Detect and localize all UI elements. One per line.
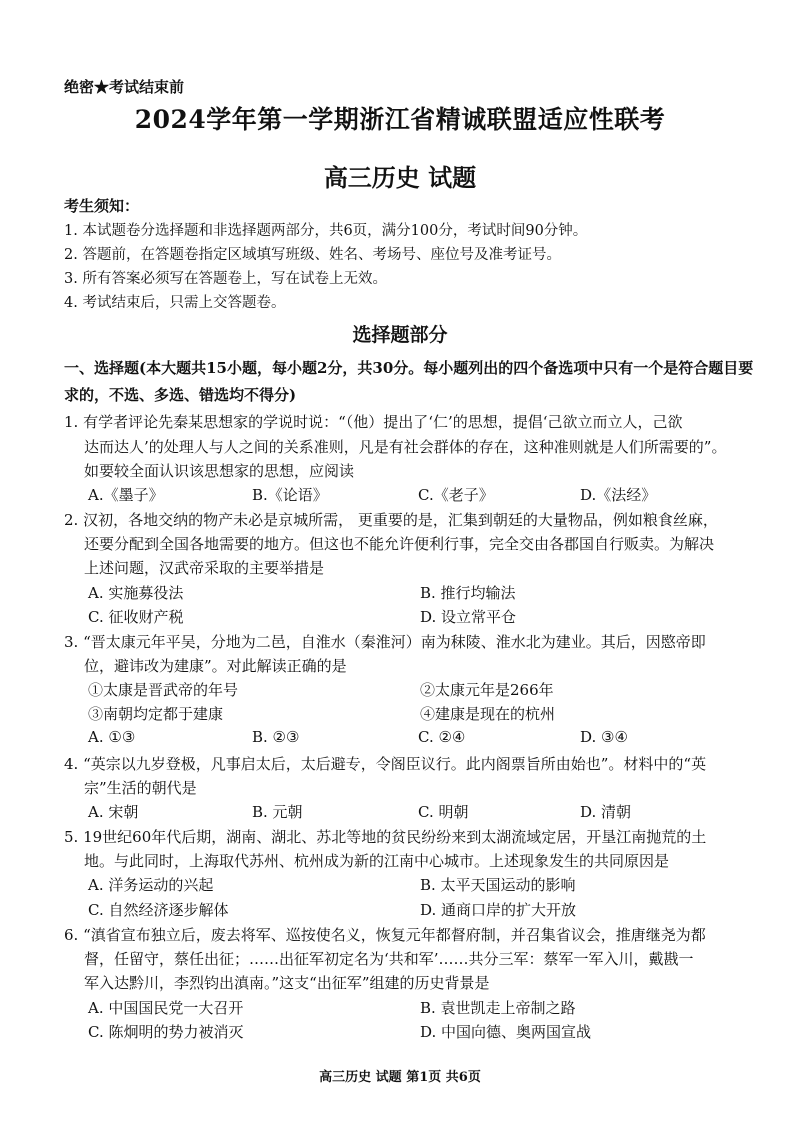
question-3-statement: ①太康是晋武帝的年号 <box>88 681 239 699</box>
question-4-option-b: B. 元朝 <box>252 803 303 821</box>
question-4-line: 宗”生活的朝代是 <box>84 779 197 797</box>
question-1-option-d: D.《法经》 <box>580 486 657 504</box>
question-3-line: 3. “晋太康元年平吴，分地为二邑，自淮水（秦淮河）南为秣陵、淮水北为建业。其后，因愍帝即 <box>64 633 706 651</box>
exam-title: 2024学年第一学期浙江省精诚联盟适应性联考 <box>134 105 666 134</box>
question-6-line: 6. “滇省宣布独立后，废去将军、巡按使名义，恢复元年都督府制，并召集省议会，推唐继尧为都 <box>64 926 706 944</box>
question-5-option-c: C. 自然经济逐步解体 <box>88 901 229 919</box>
question-2-option-c: C. 征收财产税 <box>88 608 184 626</box>
page-footer: 高三历史 试题 第1页 共6页 <box>319 1070 481 1085</box>
question-6-option-d: D. 中国向德、奥两国宣战 <box>420 1023 592 1041</box>
question-1-line: 如要较全面认识该思想家的思想，应阅读 <box>84 462 355 480</box>
question-3-option-b: B. ②③ <box>252 728 300 746</box>
question-6-option-b: B. 袁世凯走上帝制之路 <box>420 999 576 1017</box>
notice-item: 2. 答题前，在答题卷指定区域填写班级、姓名、考场号、座位号及准考证号。 <box>64 247 561 263</box>
question-2-line: 还要分配到全国各地需要的地方。但这也不能允许便利行事，完全交由各郡国自行贩卖。为解决 <box>84 535 715 553</box>
question-3-option-c: C. ②④ <box>418 728 466 746</box>
notice-heading: 考生须知： <box>64 197 140 215</box>
question-4-line: 4. “英宗以九岁登极，凡事启太后，太后避专，令阁臣议行。此内阁票旨所由始也”。材料中的“英 <box>64 755 707 773</box>
question-3-statement: ②太康元年是266年 <box>420 681 554 699</box>
question-2-option-d: D. 设立常平仓 <box>420 608 517 626</box>
notice-item: 4. 考试结束后，只需上交答题卷。 <box>64 295 286 311</box>
section-intro: 一、选择题(本大题共15小题，每小题2分，共30分。每小题列出的四个备选项中只有一个是符合题目要求的，不选、多选、错选均不得分) <box>64 359 754 404</box>
notice-item: 1. 本试题卷分选择题和非选择题两部分，共6页，满分100分，考试时间90分钟。 <box>64 223 588 239</box>
question-6-line: 军入达黔川，李烈钧出滇南。”这支“出征军”组建的历史背景是 <box>84 974 490 992</box>
question-2-line: 2. 汉初，各地交纳的物产未必是京城所需， 更重要的是，汇集到朝廷的大量物品，例如粮食丝麻， <box>64 511 718 529</box>
question-5-line: 5. 19世纪60年代后期，湖南、湖北、苏北等地的贫民纷纷来到太湖流域定居，开垦江南抛荒的土 <box>64 828 707 846</box>
question-5-option-a: A. 洋务运动的兴起 <box>88 876 214 894</box>
part-title: 选择题部分 <box>352 324 448 346</box>
notice-item: 3. 所有答案必须写在答题卷上，写在试卷上无效。 <box>64 271 387 287</box>
question-2-line: 上述问题，汉武帝采取的主要举措是 <box>84 559 325 577</box>
question-1-line: 1. 有学者评论先秦某思想家的学说时说：“（他）提出了‘仁’的思想，提倡‘己欲立而立人，己欲 <box>64 413 683 431</box>
question-5-line: 地。与此同时，上海取代苏州、杭州成为新的江南中心城市。上述现象发生的共同原因是 <box>84 852 670 870</box>
question-5-option-b: B. 太平天国运动的影响 <box>420 876 576 894</box>
question-6-option-a: A. 中国国民党一大召开 <box>88 999 244 1017</box>
question-6-option-c: C. 陈炯明的势力被消灭 <box>88 1023 244 1041</box>
question-5-option-d: D. 通商口岸的扩大开放 <box>420 901 577 919</box>
question-3-statement: ③南朝均定都于建康 <box>88 705 224 723</box>
question-1-option-c: C.《老子》 <box>418 486 494 504</box>
question-3-line: 位，避讳改为建康”。对此解读正确的是 <box>84 657 347 675</box>
question-4-option-a: A. 宋朝 <box>88 803 139 821</box>
exam-subtitle: 高三历史 试题 <box>323 163 477 192</box>
question-1-line: 达而达人’的处理人与人之间的关系准则，凡是有社会群体的存在，这种准则就是人们所需要的”。 <box>84 438 727 456</box>
question-2-option-b: B. 推行均输法 <box>420 584 516 602</box>
question-3-option-d: D. ③④ <box>580 728 628 746</box>
question-2-option-a: A. 实施募役法 <box>88 584 184 602</box>
question-6-line: 督，任留守，蔡任出征；……出征军初定名为‘共和军’……共分三军：蔡军一军入川，戴戡一 <box>84 950 694 968</box>
question-3-option-a: A. ①③ <box>88 728 136 746</box>
question-4-option-d: D. 清朝 <box>580 803 632 821</box>
question-3-statement: ④建康是现在的杭州 <box>420 705 556 723</box>
question-4-option-c: C. 明朝 <box>418 803 469 821</box>
question-1-option-b: B.《论语》 <box>252 486 328 504</box>
confidential-label: 绝密★考试结束前 <box>64 78 185 96</box>
question-1-option-a: A.《墨子》 <box>88 486 164 504</box>
